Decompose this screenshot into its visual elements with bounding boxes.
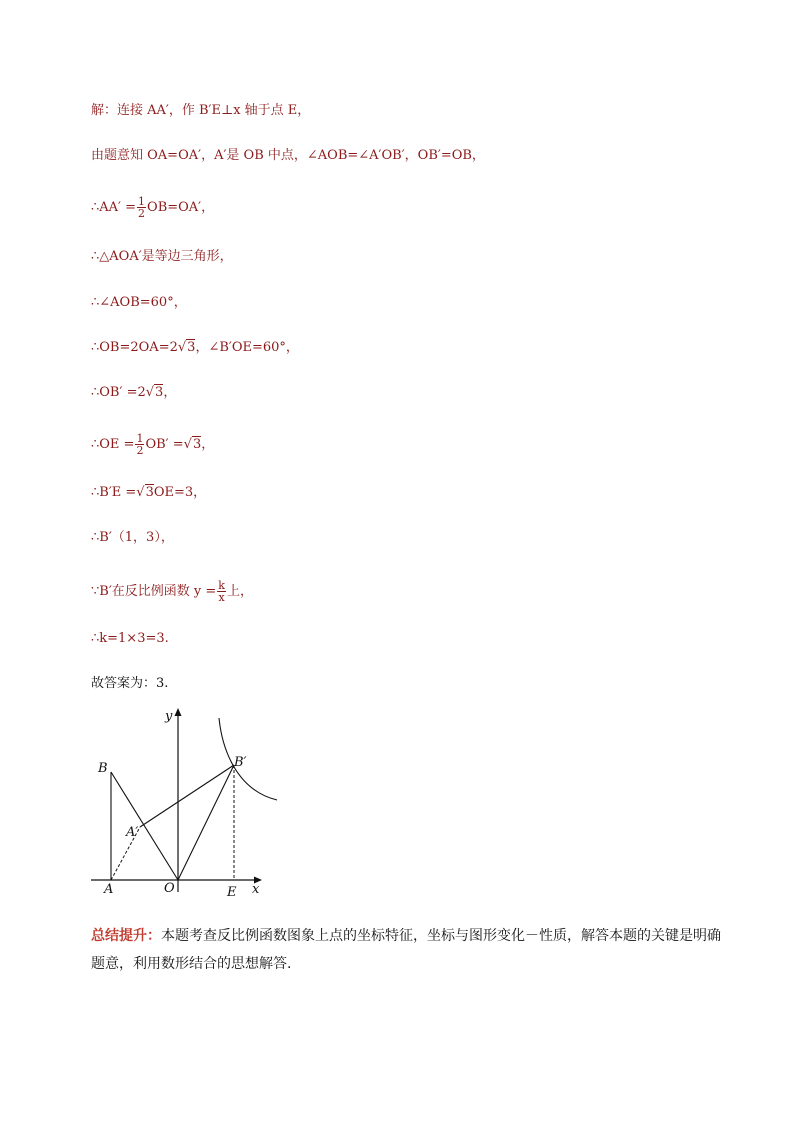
solution-line-6: ∴OB=2OA=2√3，∠B′OE=60°， — [91, 340, 299, 355]
numerator: 1 — [136, 432, 144, 445]
summary-text: 本题考查反比例函数图象上点的坐标特征，坐标与图形变化－性质，解答本题的关键是明确题意，利用数形结合的思想解答. — [91, 928, 721, 972]
summary-label: 总结提升： — [91, 928, 161, 944]
text: ， — [201, 437, 215, 452]
label-y: y — [165, 709, 173, 724]
label-O: O — [164, 881, 175, 896]
text: ∴OB=2OA=2 — [91, 340, 178, 355]
text: ， — [163, 385, 177, 400]
denominator: 2 — [138, 207, 146, 220]
solution-line-8: ∴OE = $\frac{1}{2}$ OB′ =√3， — [91, 432, 215, 457]
segment-BO — [111, 772, 178, 880]
fraction — [137, 196, 146, 219]
y-axis-arrow-icon — [175, 708, 182, 716]
text: OE=3， — [153, 485, 207, 500]
denominator: 2 — [136, 444, 144, 457]
solution-line-5: ∴∠AOB=60°， — [91, 295, 187, 310]
fraction — [217, 580, 226, 603]
solution-line-3 — [91, 196, 214, 219]
radicand: 3 — [192, 437, 202, 452]
text: ∴AA′ = — [91, 200, 137, 215]
radicand: 3 — [187, 340, 196, 355]
text: 上， — [226, 584, 253, 599]
label-x: x — [252, 882, 260, 897]
text: ，∠B′OE=60°， — [195, 340, 299, 355]
solution-line-10: ∴B′（1，3）， — [91, 530, 174, 545]
denominator: x — [218, 591, 225, 604]
label-B: B — [98, 761, 108, 776]
fraction — [135, 433, 144, 456]
geometry-figure — [86, 700, 296, 905]
text: ∴OB′ =2 — [91, 385, 146, 400]
text: OB′ = — [145, 437, 184, 452]
hyperbola-curve — [219, 718, 277, 800]
summary-paragraph — [91, 922, 721, 978]
label-A: A — [104, 882, 114, 897]
solution-line-11 — [91, 580, 253, 603]
segment-OBp — [178, 765, 234, 880]
solution-line-4: ∴△AOA′是等边三角形， — [91, 249, 233, 264]
text: ∴OE = — [91, 437, 135, 452]
answer-line: 故答案为：3. — [91, 676, 169, 691]
solution-line-12: ∴k=1×3=3. — [91, 631, 169, 646]
radicand: 3 — [155, 385, 164, 400]
solution-line-2: 由题意知 OA=OA′，A′是 OB 中点，∠AOB=∠A′OB′，OB′=OB， — [91, 148, 485, 163]
label-E: E — [227, 885, 237, 900]
text: ∵B′在反比例函数 y = — [91, 584, 217, 599]
solution-line-7: ∴OB′ =2√3， — [91, 385, 177, 400]
solution-line-1: 解：连接 AA′，作 B′E⊥x 轴于点 E， — [91, 103, 311, 118]
label-Bp: B′ — [234, 755, 247, 770]
radicand: 3 — [145, 485, 154, 500]
solution-line-9: ∴B′E =√3OE=3， — [91, 485, 207, 500]
numerator: 1 — [138, 195, 146, 208]
numerator: k — [218, 579, 225, 592]
text: ∴B′E = — [91, 485, 137, 500]
text: OB=OA′， — [147, 200, 215, 215]
segment-ApBp — [140, 765, 234, 827]
label-Ap: A′ — [126, 825, 139, 840]
